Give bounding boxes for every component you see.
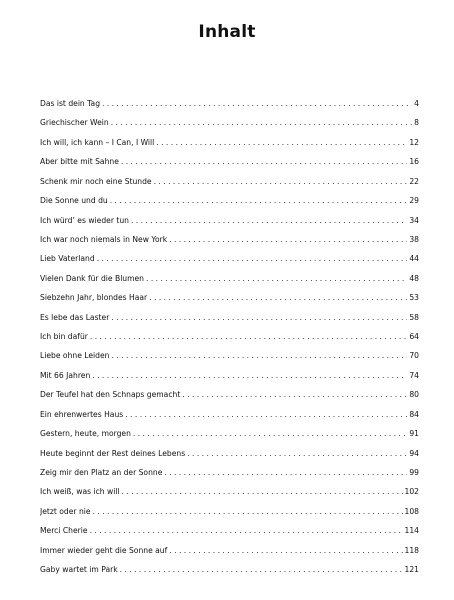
toc-entry-title: Vielen Dank für die Blumen: [40, 273, 144, 283]
toc-entry-title: Zeig mir den Platz an der Sonne: [40, 468, 163, 478]
toc-entry: [40, 152, 419, 171]
toc-entry-page: 34: [409, 215, 419, 225]
toc-entry: [40, 560, 419, 579]
toc-entry-title: Aber bitte mit Sahne: [40, 157, 119, 167]
toc-entry: [40, 94, 419, 113]
toc-entry-title: Die Sonne und du: [40, 196, 108, 206]
toc-entry: [40, 211, 419, 230]
toc-entry-page: 38: [409, 234, 419, 244]
dot-leader: [93, 502, 403, 521]
dot-leader: [97, 249, 408, 268]
toc-entry-title: Ich will, ich kann – I Can, I Will: [40, 137, 155, 147]
toc-entry-title: Ein ehrenwertes Haus: [40, 409, 124, 419]
toc-entry: [40, 113, 419, 132]
toc-entry: [40, 463, 419, 482]
toc-entry-page: 121: [404, 565, 419, 575]
dot-leader: [111, 113, 412, 132]
toc-entry-page: 84: [409, 409, 419, 419]
toc-entry-page: 108: [404, 506, 419, 516]
toc-entry-page: 12: [409, 137, 419, 147]
toc-entry-title: Ich war noch niemals in New York: [40, 234, 168, 244]
toc-entry-page: 48: [409, 273, 419, 283]
toc-entry: [40, 249, 419, 268]
toc-entry-page: 70: [409, 351, 419, 361]
toc-entry-title: Lieb Vaterland: [40, 254, 95, 264]
toc-entry: [40, 346, 419, 365]
toc-entry-page: 99: [409, 468, 419, 478]
dot-leader: [131, 211, 407, 230]
toc-entry-title: Es lebe das Laster: [40, 312, 110, 322]
toc-entry: [40, 172, 419, 191]
toc-entry-title: Gestern, heute, morgen: [40, 429, 131, 439]
toc-entry: [40, 308, 419, 327]
toc-entry-title: Ich weiß, was ich will: [40, 487, 120, 497]
dot-leader: [111, 346, 407, 365]
toc-entry-page: 8: [414, 118, 419, 128]
page-title: Inhalt: [198, 22, 256, 42]
toc-entry: [40, 521, 419, 540]
toc-entry-title: Heute beginnt der Rest deines Lebens: [40, 448, 186, 458]
dot-leader: [125, 405, 407, 424]
toc-entry-title: Siebzehn Jahr, blondes Haar: [40, 293, 148, 303]
toc-entry-title: Merci Cherie: [40, 526, 88, 536]
toc-entry-title: Liebe ohne Leiden: [40, 351, 110, 361]
toc-entry-page: 80: [409, 390, 419, 400]
dot-leader: [121, 152, 407, 171]
dot-leader: [133, 424, 407, 443]
toc-entry-title: Ich würd’ es wieder tun: [40, 215, 129, 225]
toc-entry-title: Der Teufel hat den Schnaps gemacht: [40, 390, 181, 400]
table-of-contents: [40, 94, 419, 580]
toc-entry: [40, 133, 419, 152]
toc-entry-title: Gaby wartet im Park: [40, 565, 118, 575]
toc-entry-title: Ich bin dafür: [40, 332, 88, 342]
dot-leader: [182, 385, 407, 404]
toc-entry-page: 64: [409, 332, 419, 342]
dot-leader: [146, 269, 407, 288]
toc-entry: [40, 405, 419, 424]
dot-leader: [156, 133, 407, 152]
toc-entry: [40, 288, 419, 307]
toc-entry: [40, 424, 419, 443]
toc-entry-page: 102: [404, 487, 419, 497]
toc-entry-page: 94: [409, 448, 419, 458]
toc-entry-page: 118: [404, 545, 419, 555]
dot-leader: [120, 560, 403, 579]
toc-entry-title: Schenk mir noch eine Stunde: [40, 176, 152, 186]
dot-leader: [122, 482, 403, 501]
dot-leader: [102, 94, 412, 113]
toc-entry-title: Das ist dein Tag: [40, 99, 101, 108]
toc-entry: [40, 444, 419, 463]
dot-leader: [149, 288, 407, 307]
toc-entry: [40, 230, 419, 249]
toc-entry-title: Immer wieder geht die Sonne auf: [40, 545, 168, 555]
toc-entry: [40, 385, 419, 404]
dot-leader: [111, 308, 407, 327]
dot-leader: [110, 191, 408, 210]
toc-entry-page: 91: [409, 429, 419, 439]
toc-entry: [40, 366, 419, 385]
toc-entry-title: Griechischer Wein: [40, 118, 109, 128]
toc-entry-page: 58: [409, 312, 419, 322]
toc-entry-page: 44: [409, 254, 419, 264]
toc-entry-page: 22: [409, 176, 419, 186]
toc-entry: [40, 191, 419, 210]
dot-leader: [92, 366, 407, 385]
dot-leader: [169, 230, 407, 249]
toc-entry-page: 4: [414, 99, 419, 108]
toc-entry: [40, 482, 419, 501]
toc-entry-title: Mit 66 Jahren: [40, 370, 91, 380]
dot-leader: [164, 463, 407, 482]
toc-entry-page: 16: [409, 157, 419, 167]
dot-leader: [187, 444, 407, 463]
toc-entry-page: 74: [409, 370, 419, 380]
toc-entry-page: 53: [409, 293, 419, 303]
toc-entry-title: Jetzt oder nie: [40, 506, 91, 516]
dot-leader: [90, 521, 403, 540]
toc-entry: [40, 541, 419, 560]
toc-entry-page: 114: [404, 526, 419, 536]
dot-leader: [90, 327, 407, 346]
toc-entry: [40, 502, 419, 521]
toc-entry: [40, 327, 419, 346]
toc-entry-page: 29: [409, 196, 419, 206]
dot-leader: [154, 172, 408, 191]
toc-entry: [40, 269, 419, 288]
dot-leader: [169, 541, 402, 560]
